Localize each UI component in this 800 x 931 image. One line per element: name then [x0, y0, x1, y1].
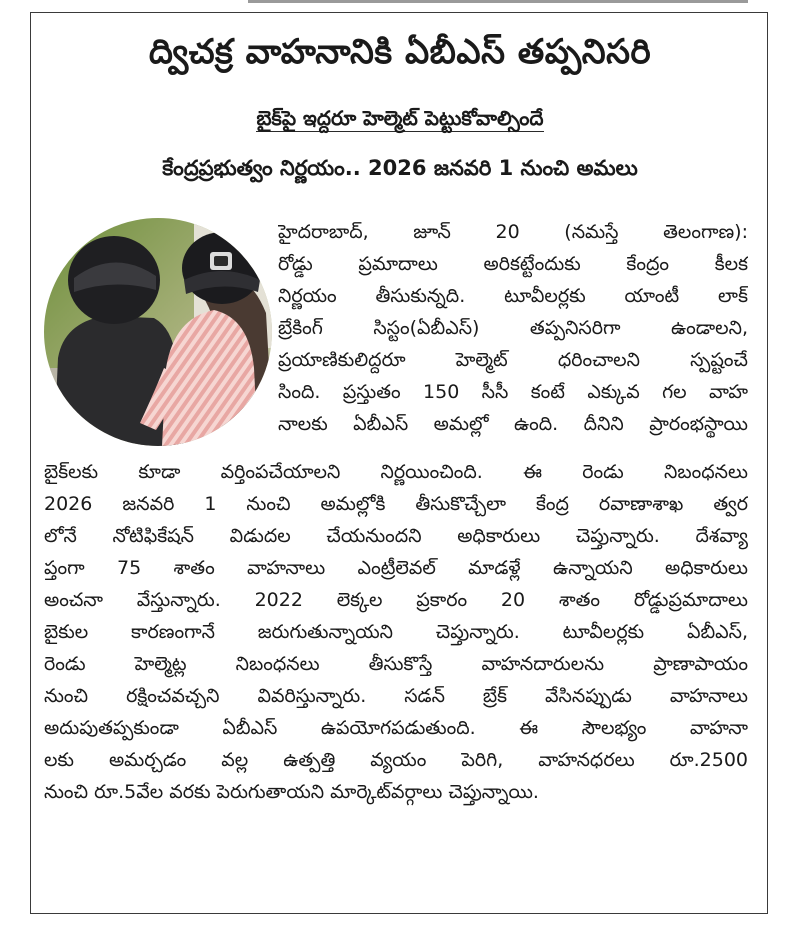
subheadline-2: కేంద్రప్రభుత్వం నిర్ణయం.. 2026 జనవరి 1 నుంచి అమలు: [162, 156, 638, 180]
subheadline-text: బైక్‌పై ఇద్దరూ హెల్మెట్‌ పెట్టుకోవాల్సిందే: [256, 106, 544, 130]
body-line: అంచనా వేస్తున్నారు. 2022 లెక్కల ప్రకారం 20 శాతం రోడ్డుప్రమాదాలు: [44, 589, 748, 611]
body-line: 2026 జనవరి 1 నుంచి అమల్లోకి తీసుకొచ్చేలా కేంద్ర రవాణాశాఖ త్వర: [44, 493, 748, 515]
body-line: అదుపుతప్పకుండా ఏబీఎస్‌ ఉపయోగపడుతుంది. ఈ సౌలభ్యం వాహనా: [44, 717, 748, 739]
body-line: బైకుల కారణంగానే జరుగుతున్నాయని చెప్తున్నారు. టూవీలర్లకు ఏబీఎస్‌,: [44, 621, 748, 643]
body-line: ప్తంగా 75 శాతం వాహనాలు ఎంట్రీలెవల్‌ మాడళ్లే ఉన్నాయని అధికారులు: [44, 557, 748, 579]
body-line: రోడ్డు ప్రమాదాలు అరికట్టేందుకు కేంద్రం కీలక: [278, 253, 748, 275]
body-line: లోనే నోటిఫికేషన్‌ విడుదల చేయనుందని అధికారులు చెప్తున్నారు. దేశవ్యా: [44, 525, 748, 547]
body-line: నాలకు ఏబీఎస్‌ అమల్లో ఉంది. దీనిని ప్రారంభస్థాయి: [278, 413, 748, 435]
body-line: లకు అమర్చడం వల్ల ఉత్పత్తి వ్యయం పెరిగి, వాహనధరలు రూ.2500: [44, 749, 748, 771]
headline: ద్విచక్ర వాహనానికి ఏబీఎస్‌ తప్పనిసరి: [148, 32, 652, 72]
body-line: రెండు హెల్మెట్ల నిబంధనలు తీసుకొస్తే వాహనదారులను ప్రాణాపాయం: [44, 653, 748, 675]
body-line: నిర్ణయం తీసుకున్నది. టూవీలర్లకు యాంటీ లాక్‌: [278, 285, 748, 307]
body-line: నుంచి రక్షించవచ్చని వివరిస్తున్నారు. సడన్‌ బ్రేక్‌ వేసినప్పుడు వాహనాలు: [44, 685, 748, 707]
body-line: సింది. ప్రస్తుతం 150 సీసీ కంటే ఎక్కువ గల వాహ: [278, 381, 748, 403]
body-line: నుంచి రూ.5వేల వరకు పెరుగుతాయని మార్కెట్‌వర్గాలు చెప్తున్నాయి.: [44, 781, 539, 803]
body-line: బైక్‌లకు కూడా వర్తింపచేయాలని నిర్ణయించింది. ఈ రెండు నిబంధనలు: [44, 461, 748, 483]
body-line: హైదరాబాద్‌, జూన్‌ 20 (నమస్తే తెలంగాణ):: [278, 221, 748, 243]
body-line: ప్రయాణికులిద్దరూ హెల్మెట్‌ ధరించాలని స్పష్టంచే: [278, 349, 748, 371]
body-line: బ్రేకింగ్‌ సిస్టం(ఏబీఎస్‌) తప్పనిసరిగా ఉండాలని,: [278, 317, 748, 339]
